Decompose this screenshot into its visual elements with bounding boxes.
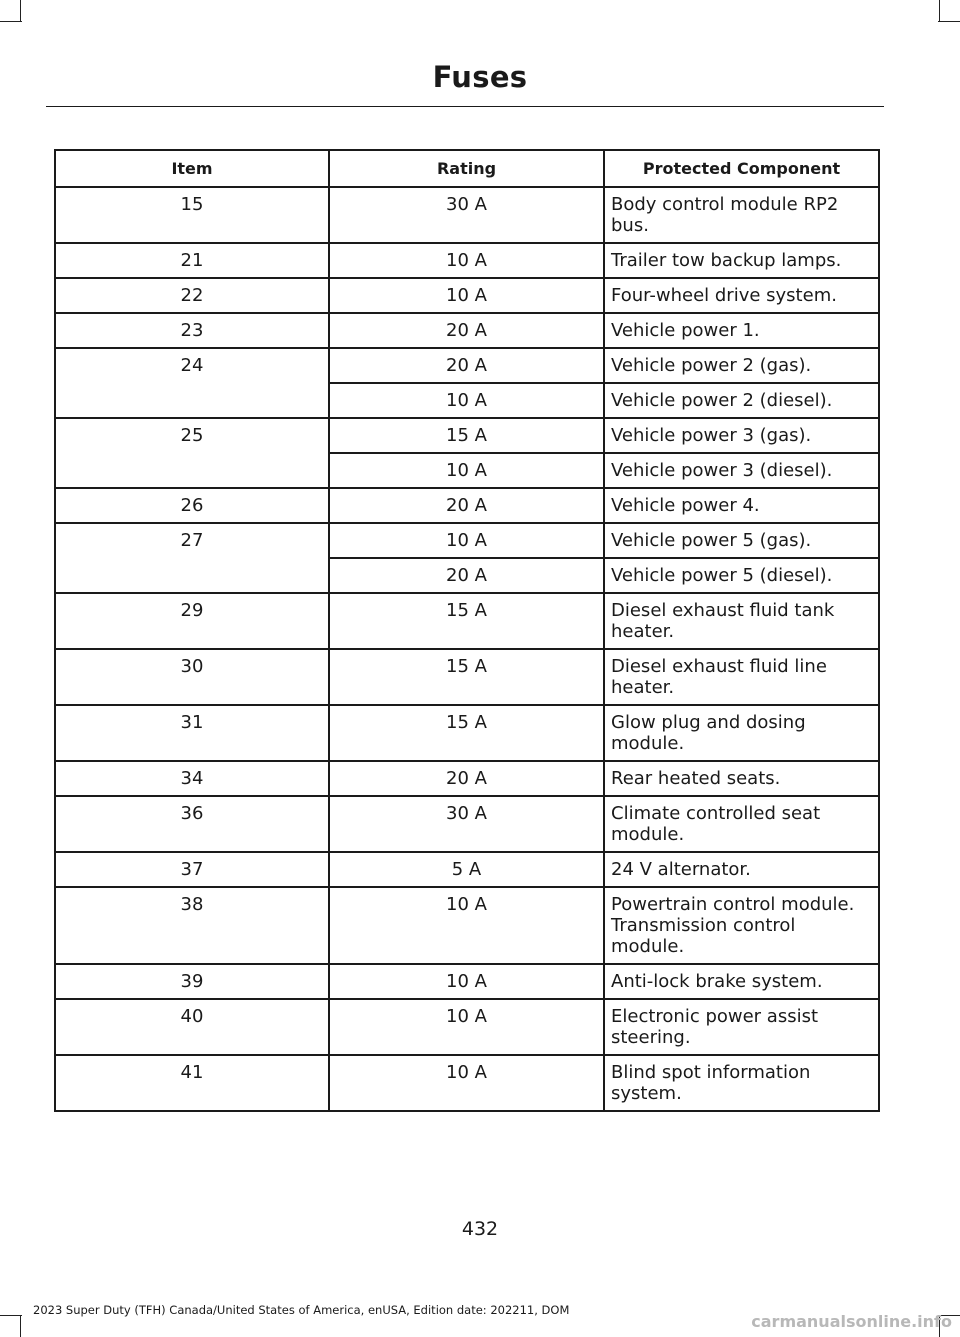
table-row <box>55 887 879 964</box>
rating-cell: 10 A <box>329 1055 604 1111</box>
rating-cell: 10 A <box>329 887 604 964</box>
protected-component-cell: Vehicle power 1. <box>604 313 879 348</box>
item-cell: 37 <box>55 852 329 887</box>
rating-cell: 30 A <box>329 796 604 852</box>
protected-component-cell: Vehicle power 2 (gas). <box>604 348 879 383</box>
protected-component-cell: Electronic power assist steering. <box>604 999 879 1055</box>
column-header-item: Item <box>55 150 329 187</box>
item-cell: 22 <box>55 278 329 313</box>
item-cell <box>55 383 329 418</box>
item-cell: 25 <box>55 418 329 453</box>
protected-component-cell: Vehicle power 3 (diesel). <box>604 453 879 488</box>
crop-mark <box>0 1315 22 1316</box>
protected-component-cell: Body control module RP2 bus. <box>604 187 879 243</box>
table-row <box>55 383 879 418</box>
rating-cell: 20 A <box>329 558 604 593</box>
crop-mark <box>0 21 22 22</box>
table-row <box>55 418 879 453</box>
rating-cell: 10 A <box>329 383 604 418</box>
item-cell: 39 <box>55 964 329 999</box>
rating-cell: 15 A <box>329 649 604 705</box>
crop-mark <box>939 0 940 22</box>
rating-cell: 5 A <box>329 852 604 887</box>
column-header-protected-component: Protected Component <box>604 150 879 187</box>
protected-component-cell: Blind spot information system. <box>604 1055 879 1111</box>
page-title: Fuses <box>432 60 528 94</box>
table-header <box>55 150 879 187</box>
rating-cell: 10 A <box>329 964 604 999</box>
table-row <box>55 705 879 761</box>
rating-cell: 15 A <box>329 705 604 761</box>
table-row <box>55 523 879 558</box>
item-cell: 34 <box>55 761 329 796</box>
table-row <box>55 187 879 243</box>
fuse-table <box>54 149 880 1112</box>
table-row <box>55 852 879 887</box>
protected-component-cell: Vehicle power 2 (diesel). <box>604 383 879 418</box>
rating-cell: 20 A <box>329 348 604 383</box>
table-row <box>55 348 879 383</box>
protected-component-cell: Powertrain control module. Transmission control module. <box>604 887 879 964</box>
rating-cell: 10 A <box>329 278 604 313</box>
page-number: 432 <box>461 1218 499 1240</box>
item-cell: 40 <box>55 999 329 1055</box>
item-cell: 24 <box>55 348 329 383</box>
table-body <box>55 187 879 1111</box>
rating-cell: 15 A <box>329 593 604 649</box>
table-row <box>55 278 879 313</box>
column-header-rating: Rating <box>329 150 604 187</box>
protected-component-cell: Vehicle power 4. <box>604 488 879 523</box>
protected-component-cell: Four-wheel drive system. <box>604 278 879 313</box>
table-row <box>55 796 879 852</box>
table-row <box>55 761 879 796</box>
item-cell: 41 <box>55 1055 329 1111</box>
table-row <box>55 649 879 705</box>
rating-cell: 10 A <box>329 243 604 278</box>
crop-mark <box>20 0 21 22</box>
table-row <box>55 999 879 1055</box>
item-cell: 36 <box>55 796 329 852</box>
item-cell: 38 <box>55 887 329 964</box>
table-row <box>55 1055 879 1111</box>
crop-mark <box>938 21 960 22</box>
title-divider <box>46 106 884 107</box>
protected-component-cell: Anti-lock brake system. <box>604 964 879 999</box>
item-cell: 31 <box>55 705 329 761</box>
table-row <box>55 964 879 999</box>
protected-component-cell: Diesel exhaust fluid line heater. <box>604 649 879 705</box>
protected-component-cell: Vehicle power 5 (gas). <box>604 523 879 558</box>
rating-cell: 20 A <box>329 313 604 348</box>
rating-cell: 20 A <box>329 488 604 523</box>
protected-component-cell: 24 V alternator. <box>604 852 879 887</box>
item-cell <box>55 558 329 593</box>
table-row <box>55 558 879 593</box>
item-cell: 26 <box>55 488 329 523</box>
rating-cell: 10 A <box>329 999 604 1055</box>
protected-component-cell: Vehicle power 5 (diesel). <box>604 558 879 593</box>
crop-mark <box>20 1315 21 1337</box>
protected-component-cell: Trailer tow backup lamps. <box>604 243 879 278</box>
item-cell: 23 <box>55 313 329 348</box>
item-cell: 27 <box>55 523 329 558</box>
item-cell <box>55 453 329 488</box>
rating-cell: 10 A <box>329 523 604 558</box>
protected-component-cell: Rear heated seats. <box>604 761 879 796</box>
table-row <box>55 453 879 488</box>
protected-component-cell: Diesel exhaust fluid tank heater. <box>604 593 879 649</box>
rating-cell: 20 A <box>329 761 604 796</box>
rating-cell: 10 A <box>329 453 604 488</box>
item-cell: 30 <box>55 649 329 705</box>
table-row <box>55 313 879 348</box>
protected-component-cell: Vehicle power 3 (gas). <box>604 418 879 453</box>
item-cell: 21 <box>55 243 329 278</box>
protected-component-cell: Climate controlled seat module. <box>604 796 879 852</box>
item-cell: 29 <box>55 593 329 649</box>
rating-cell: 15 A <box>329 418 604 453</box>
table-row <box>55 593 879 649</box>
protected-component-cell: Glow plug and dosing module. <box>604 705 879 761</box>
watermark: carmanualsonline.info <box>751 1312 952 1331</box>
table-row <box>55 243 879 278</box>
footer-text: 2023 Super Duty (TFH) Canada/United States of America, enUSA, Edition date: 202211, DOM <box>33 1303 570 1317</box>
table-row <box>55 488 879 523</box>
rating-cell: 30 A <box>329 187 604 243</box>
item-cell: 15 <box>55 187 329 243</box>
